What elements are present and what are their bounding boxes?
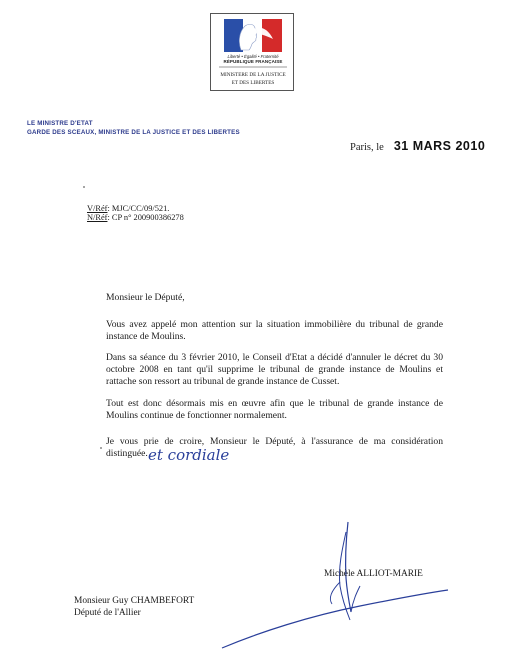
our-reference: [87, 213, 184, 222]
our-reference-value: : CP n° 200900386278: [107, 213, 184, 222]
handwritten-note: et cordiale: [148, 446, 230, 464]
logo-motto: Liberté • Égalité • Fraternité: [227, 54, 279, 59]
date-place: Paris, le: [350, 142, 384, 153]
sender-subtitle: GARDE DES SCEAUX, MINISTRE DE LA JUSTICE ET DES LIBERTES: [27, 129, 240, 136]
handwritten-signature: [220, 520, 450, 660]
signature-icon: [220, 520, 450, 655]
your-reference-label: V/Réf: [87, 204, 108, 213]
logo-ministry-line1: MINISTERE DE LA JUSTICE: [220, 72, 286, 78]
scan-dot: [100, 447, 102, 449]
letter-paragraph-2: Dans sa séance du 3 février 2010, le Conseil d'Etat a décidé d'annuler le décret du 30 octobre 2008 en tant qu'il supprime le tribunal de grande instance de Moulins et rattache son ressort au tribunal de grande instance de Cusset.: [106, 352, 443, 387]
our-reference-label: N/Réf: [87, 213, 108, 222]
letter-paragraph-1: Vous avez appelé mon attention sur la situation immobilière du tribunal de grande instance de Moulins.: [106, 319, 443, 342]
letter-paragraph-4: Je vous prie de croire, Monsieur le Député, à l'assurance de ma considération distinguée.: [106, 436, 443, 459]
signer-name: Michèle ALLIOT-MARIE: [324, 569, 423, 579]
date-stamp: 31 MARS 2010: [393, 139, 486, 153]
your-reference: [87, 204, 169, 213]
letter-paragraph-3: Tout est donc désormais mis en œuvre afin que le tribunal de grande instance de Moulins continue de fonctionner normalement.: [106, 398, 443, 421]
recipient-name: Monsieur Guy CHAMBEFORT: [74, 596, 195, 606]
recipient-title: Député de l'Allier: [74, 608, 141, 618]
scan-dot: [83, 186, 85, 188]
date-line: [350, 139, 485, 153]
logo-republic: RÉPUBLIQUE FRANÇAISE: [223, 59, 283, 64]
salutation: Monsieur le Député,: [106, 292, 185, 303]
sender-title: LE MINISTRE D'ETAT: [27, 120, 93, 127]
logo-ministry-line2: ET DES LIBERTES: [231, 80, 275, 86]
your-reference-value: : MJC/CC/09/521.: [107, 204, 170, 213]
ministry-logo: [210, 13, 294, 91]
